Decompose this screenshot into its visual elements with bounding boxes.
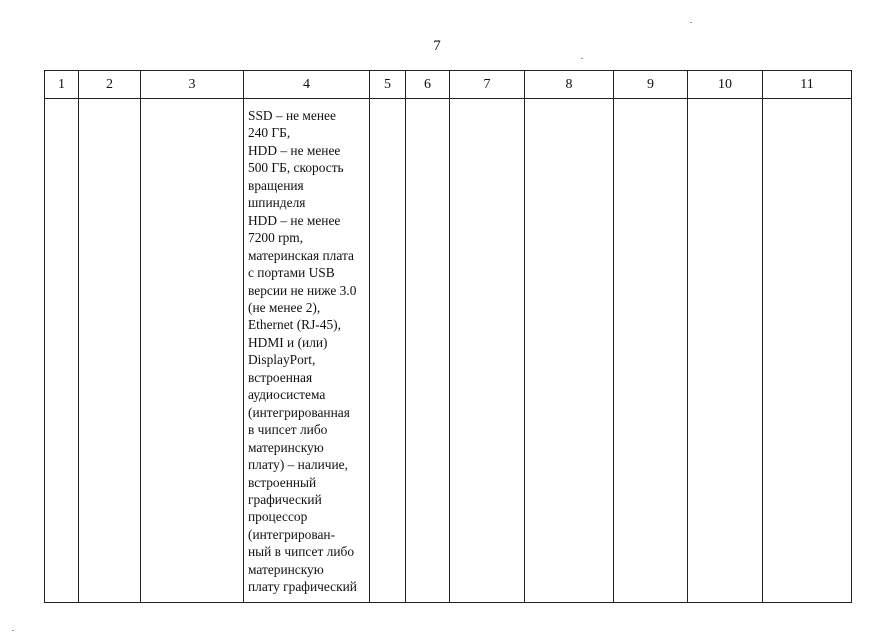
header-col-7: 7 xyxy=(450,71,525,99)
spec-description: SSD – не менее 240 ГБ, HDD – не менее 500 ГБ, скорость вращения шпинделя HDD – не менее 7200 rpm, материнская плата с портами USB версии не ниже 3.0 (не менее 2), Ethernet (RJ-45), HDMI и (или) DisplayPort, встроенная аудиосистема (интегрированная в чипсет либо материнскую плату) – наличие, встроенный графический процессор (интегрирован- ный в чипсет либо материнскую плату графический xyxy=(248,108,357,595)
header-col-8: 8 xyxy=(525,71,614,99)
header-col-6: 6 xyxy=(406,71,450,99)
table-header xyxy=(45,71,852,99)
cell-col-5 xyxy=(370,99,406,603)
header-col-3: 3 xyxy=(141,71,244,99)
cell-col-9 xyxy=(614,99,688,603)
cell-col-1 xyxy=(45,99,79,603)
cell-col-2 xyxy=(79,99,141,603)
header-col-5: 5 xyxy=(370,71,406,99)
header-col-11: 11 xyxy=(763,71,852,99)
scan-speck xyxy=(12,630,14,631)
scan-speck xyxy=(690,22,692,23)
table-row xyxy=(45,99,852,603)
cell-col-6 xyxy=(406,99,450,603)
scan-speck xyxy=(581,58,583,59)
header-row xyxy=(45,71,852,99)
cell-col-10 xyxy=(688,99,763,603)
header-col-2: 2 xyxy=(79,71,141,99)
cell-col-3 xyxy=(141,99,244,603)
page-number: 7 xyxy=(433,38,441,54)
header-col-10: 10 xyxy=(688,71,763,99)
cell-col-8 xyxy=(525,99,614,603)
cell-col-11 xyxy=(763,99,852,603)
header-col-4: 4 xyxy=(244,71,370,99)
specification-table xyxy=(44,70,852,603)
header-col-1: 1 xyxy=(45,71,79,99)
cell-col-7 xyxy=(450,99,525,603)
cell-col-4 xyxy=(244,99,370,603)
header-col-9: 9 xyxy=(614,71,688,99)
